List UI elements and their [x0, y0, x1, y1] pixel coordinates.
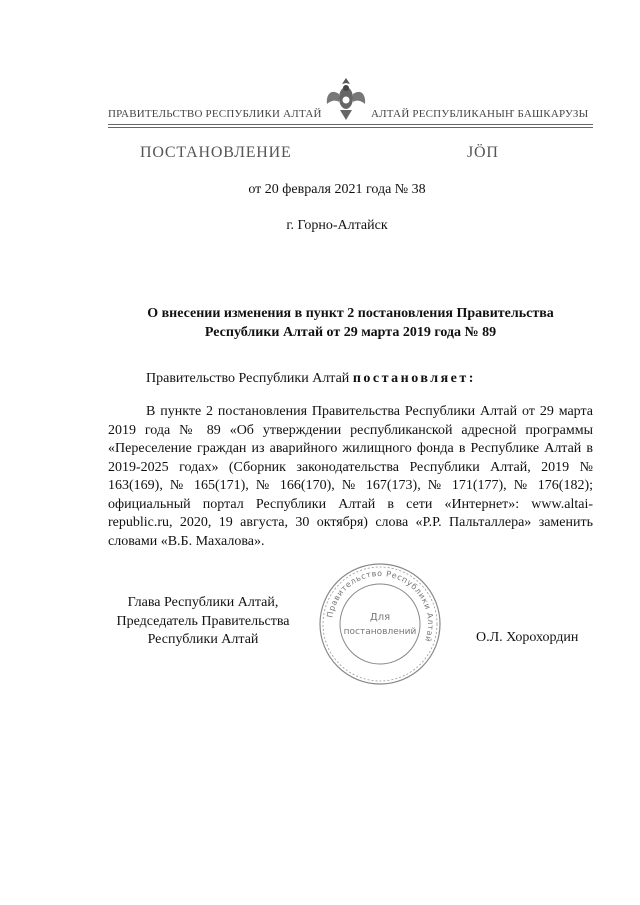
document-date: от 20 февраля 2021 года № 38: [248, 182, 426, 197]
preamble-text: Правительство Республики Алтай: [146, 371, 353, 386]
header-left-title: ПРАВИТЕЛЬСТВО РЕСПУБЛИКИ АЛТАЙ: [108, 108, 322, 120]
doctype-left: ПОСТАНОВЛЕНИЕ: [140, 144, 292, 161]
stamp-center-line-1: Для: [369, 612, 391, 623]
document-title: [108, 304, 593, 342]
signature-title-block: [108, 594, 298, 650]
doctype-right: ЈÖП: [467, 144, 499, 161]
document-title-line-2: Республики Алтай от 29 марта 2019 года № 89: [204, 325, 497, 340]
header-rule-secondary: [108, 127, 593, 128]
body-paragraph: В пункте 2 постановления Правительства Республики Алтай от 29 марта 2019 года № 89 «Об утверждении республиканской адресной программы «Переселение граждан из аварийного жилищного фонда в Республике Алтай в 2019-2025 годах» (Сборник законодательства Республики Алтай, 2019 № 163(169), № 165(171), № 166(170), № 167(173), № 171(177), № 176(182); официальный портал Республики Алтай в сети «Интернет»: www.altai-republic.ru, 2020, 19 августа, 30 октября) слова «Р.Р. Пальталлера» заменить словами «В.Б. Махалова».: [108, 404, 593, 549]
seal-stamp: [316, 560, 444, 688]
coat-of-arms-icon: [324, 74, 368, 124]
header-right-title: АЛТАЙ РЕСПУБЛИКАНЫҤ БАШКАРУЗЫ: [371, 108, 589, 120]
signature-line-1: Глава Республики Алтай,: [127, 595, 279, 610]
document-title-line-1: О внесении изменения в пункт 2 постановления Правительства: [147, 306, 554, 321]
stamp-ring-text: Правительство Республики Алтай: [325, 568, 436, 644]
preamble-emphasis: постановляет:: [352, 371, 476, 386]
signature-line-3: Республики Алтай: [147, 632, 259, 647]
document-city: г. Горно-Алтайск: [286, 218, 388, 233]
signatory-name: О.Л. Хорохордин: [476, 630, 579, 645]
header-rule: [108, 124, 593, 125]
signature-line-2: Председатель Правительства: [116, 613, 290, 629]
stamp-center-line-2: постановлений: [343, 627, 417, 637]
preamble: [146, 371, 476, 387]
